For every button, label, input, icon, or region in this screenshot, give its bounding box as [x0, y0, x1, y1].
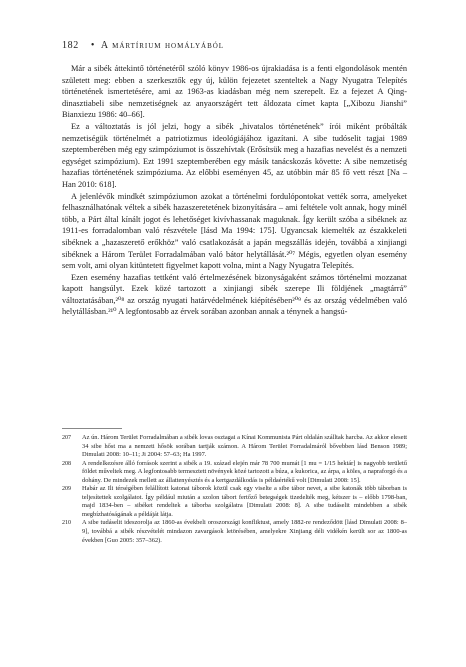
- paragraph: Ez a változtatás is jól jelzi, hogy a sibék „hivatalos történetének” írói miként próbálták nemzetiségük történelmét a patriotizmus ideológiájához igazítani. A sibe tudóselit tagjai 1989 szeptemberében még egy szimpóziumot is összehívtak (Erősítsük meg a hazafias nevelést és a nemzeti egységet szimpózium). Ezt 1991 szeptemberében egy másik tanácskozás követte: A sibe nemzetiség hazafias történetének szimpóziuma. Az előbbi eseményen 45, az utóbbin már 85 fő vett részt [Na – Han 2010: 618].: [62, 121, 407, 189]
- footnotes: [62, 434, 407, 545]
- footnote: [62, 519, 407, 545]
- footnote-number: 207: [62, 435, 71, 441]
- footnote-divider: [62, 428, 122, 429]
- footnote: [62, 485, 407, 519]
- footnote-text: A rendelkezésre álló források szerint a sibék a 19. század elején már 78 700 mumát [1 mu = 1/15 hektár] is nagyobb területű földet műveltek meg. A legfontosabb termesztett növények közé tartozott a búza, a kukorica, az árpa, a köles, a napraforgó és a dohány. De mindezek mellett az állattenyésztés és a kertgazdálkodás is példaértékű volt [Dimulati 2008: 15].: [82, 459, 407, 484]
- footnote-number: 210: [62, 520, 71, 527]
- paragraph: Már a sibék áttekintő történetéről szóló könyv 1986-os újrakiadása is a fenti elgondolások mentén született meg: ebben a szerkesztők egy új, külön fejezetet szenteltek a Nagy Nyugatra Telepítés történetének ismertetésére, ami az 1963-as kiadásban még nem szerepelt. Ez a fejezet A Qing-dinasztiabeli sibe nemzetiségnek az anyaországért tett áldozata címet kapta [„Xibozu Jianshi” Bianxiezu 1986: 40–66].: [62, 64, 407, 120]
- footnote: [62, 434, 407, 460]
- page-number: 182: [62, 40, 79, 51]
- footnote-text: A sibe tudáselit ideszorolja az 1860-as évekbeli oroszországi konfliktust, amely 1882-re rendeződött [lásd Dimulati 2008: 8–9], továbbá a sibék részvételét mindazon zavargások letörésében, amelyekre Xinjiang déli vidékén került sor az 1800-as években [Guo 2005: 357–362).: [82, 519, 407, 544]
- running-header: [62, 40, 224, 51]
- header-separator: •: [90, 40, 95, 51]
- main-text: [62, 63, 407, 318]
- footnote-text: Habár az Ili térségében felállított katonai táborok közül csak egy viselte a sibe tábor nevet, a sibe katonák több táborban is teljesítettek szolgálatot. Így például miután a szolon tábort fertőző betegségek tizedelték meg, kétszer is – előbb 1798-ban, majd 1834-ben – sibéket rendeltek a táborba szolgálatra [Dimulati 2008: 8]. A sibe tudáselit mindebben a sibék megbízhatóságának a példáját látja.: [82, 485, 407, 518]
- paragraph: Ezen esemény hazafias tettként való értelmezésének bizonyságaként számos történelmi mozzanat kapott hangsúlyt. Ezek közé tartozott a xinjiangi sibék szerepe Ili földjének „magtárrá” változtatásában,²⁰⁸ az ország nyugati határvédelmének kiépítésében²⁰⁹ és az ország védelmében való helytállásban.²¹⁰ A legfontosabb az érvek sorában azonban annak a ténynek a hangsú-: [62, 272, 407, 317]
- footnote-text: Az ún. Három Terület Forradalmában a sibék lovas osztagai a Kínai Kommunista Párt oldalán szálltak harcba. Az akkor elesett 34 sibe hőst ma a nemzeti hősök sorában tartják számon. A Három Terület Forradalmáról bővebben lásd Benson 1989; Dimulati 2008: 10–11; Ji 2004: 57–63; Ha 1997.: [82, 434, 407, 459]
- paragraph: A jelenlévők mindkét szimpóziumon azokat a történelmi fordulópontokat vették sorra, amelyeket felhasználhatónak véltek a sibék hazaszeretetének bizonyítására – ami feltétele volt annak, hogy minél több, a Párt által kínált jogot és lehetőséget kivívhassanak maguknak. Így került szóba a sibéknek az 1911-es forradalomban való részvétele [lásd Ma 1994: 175]. Ugyancsak kiemelték az északkeleti sibéknek a „hazaszerető erőkhöz” való csatlakozását a japán megszállás idején, továbbá a xinjiangi sibéknek a Három Terület Forradalmában való bátor helytállását.²⁰⁷ Mégis, egyetlen olyan esemény sem volt, ami olyan kitüntetett figyelmet kapott volna, mint a Nagy Nyugatra Telepítés.: [62, 191, 407, 271]
- running-title: A mártírium homályából: [100, 40, 225, 51]
- footnote: [62, 460, 407, 486]
- footnote-number: 208: [62, 460, 71, 467]
- footnote-number: 209: [62, 486, 71, 493]
